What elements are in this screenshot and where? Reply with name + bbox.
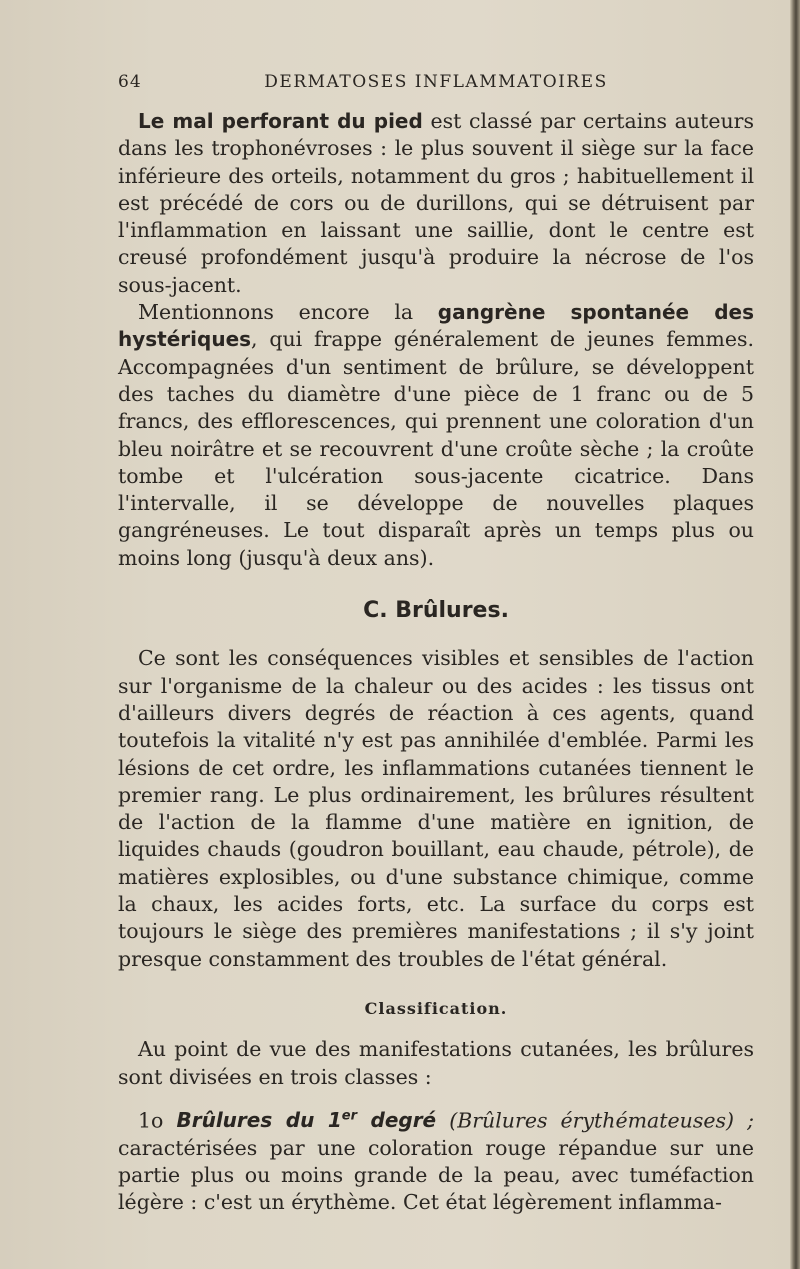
section-title: C. Brûlures. [363,598,509,624]
page-body [118,108,754,1217]
term-erythemateuses: (Brûlures érythémateuses) ; [436,1108,754,1133]
paragraph-text: , qui frappe généralement de jeunes femmes. Accompagnées d'un sentiment de brûlure, se développent des taches du diamètre d'une pièce de 1 franc ou de 5 francs, des efflorescences, qui prennent une coloration d'un bleu noirâtre et se recouvrent d'une croûte sèche ; la croûte tombe et l'ulcération sous-jacente cicatrice. Dans l'intervalle, il se développe de nouvelles plaques gangréneuses. Le tout disparaît après un temps plus ou moins long (jusqu'à deux ans). [118,327,754,570]
paragraph-classes: Au point de vue des manifestations cutanées, les brûlures sont divisées en trois classes : [118,1037,754,1089]
term-gangrene: gangrène spontanée des hystériques [118,300,754,352]
running-title: DERMATOSES INFLAMMATOIRES [264,72,608,92]
page-header [118,72,754,98]
paragraph-text: est classé par certains auteurs dans les trophonévroses : le plus souvent il siège sur la face inférieure des orteils, notamment du gros ; habituellement il est précédé de cors ou de durillons, qui se détruisent par l'inflammation en laissant une saillie, dont le centre est creusé profondément jusqu'à produire la nécrose de l'os sous-jacent. [118,109,754,297]
page-number: 64 [118,72,142,92]
item-number: 1o [138,1108,164,1133]
paragraph-mal-perforant [118,108,754,299]
paragraph-text: caractérisées par une coloration rouge répandue sur une partie plus ou moins grande de la peau, avec tuméfaction légère : c'est un érythème. Cet état légèrement inflamma- [118,1135,754,1215]
subsection-title: Classification. [364,998,508,1018]
paragraph-first-degree [118,1103,754,1217]
paragraph-gangrene [118,299,754,572]
page-edge [790,0,800,1269]
term-mal-perforant: Le mal perforant du pied [138,109,423,133]
term-first-degree: Brûlures du 1er degré [176,1108,437,1133]
paragraph-brulures: Ce sont les conséquences visibles et sensibles de l'action sur l'organisme de la chaleur ou des acides : les tissus ont d'ailleurs divers degrés de réaction à ces agents, quand toutefois la vitalité n'y est pas annihilée d'emblée. Parmi les lésions de cet ordre, les inflammations cutanées tiennent le premier rang. Le plus ordinairement, les brûlures résultent de l'action de la flamme d'une matière en ignition, de liquides chauds (goudron bouillant, eau chaude, pétrole), de matières explosibles, ou d'une substance chimique, comme la chaux, les acides forts, etc. La surface du corps est toujours le siège des premières manifestations ; il s'y joint presque constamment des troubles de l'état général. [118,646,754,971]
paragraph-text: Mentionnons encore la [138,300,438,325]
